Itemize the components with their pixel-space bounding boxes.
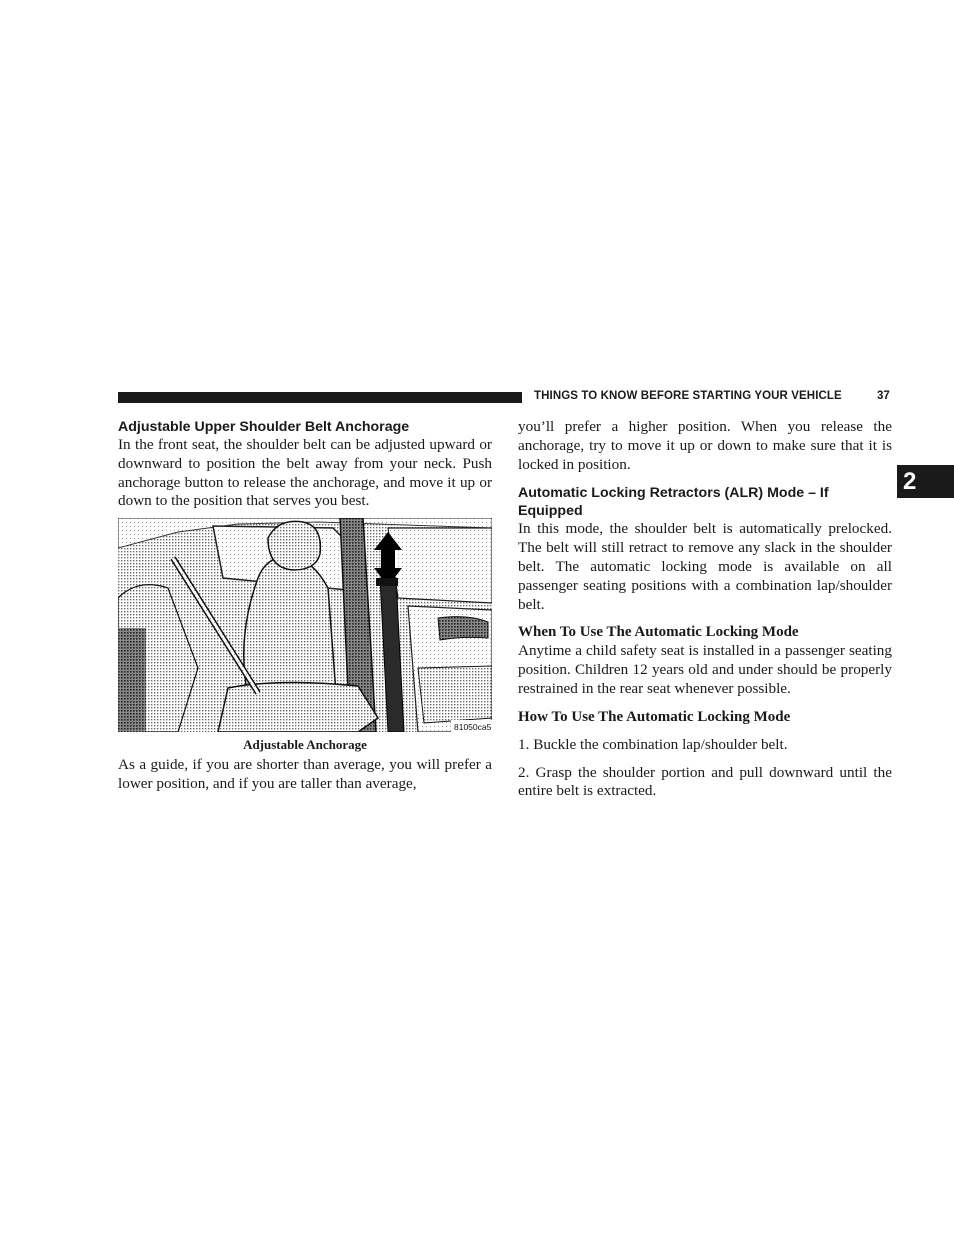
figure-adjustable-anchorage [118,518,492,732]
right-column [518,418,892,801]
page-number: 37 [877,390,890,402]
paragraph-anchorage-guide: As a guide, if you are shorter than average, you will prefer a lower position, and if you are taller than average, [118,756,492,792]
figure-caption: Adjustable Anchorage [243,737,367,753]
paragraph-anchorage-continued: you’ll prefer a higher position. When you release the anchorage, try to move it up or down to make sure that it is locked in position. [518,418,892,473]
seat-illustration [118,518,492,732]
step-1: 1. Buckle the combination lap/shoulder belt. [518,735,788,753]
paragraph-when-to-use: Anytime a child safety seat is installed in a passenger seating position. Children 12 years old and under should be properly restrained in the rear seat whenever possible. [518,642,892,697]
step-2: 2. Grasp the shoulder portion and pull downward until the entire belt is extracted. [518,763,892,800]
section-heading-adjustable-anchorage: Adjustable Upper Shoulder Belt Anchorage [118,419,410,435]
paragraph-anchorage-intro: In the front seat, the shoulder belt can be adjusted upward or downward to position the belt away from your neck. Push anchorage button to release the anchorage, and move it up or down to the position that serves you best. [118,436,492,510]
section-heading-alr-mode: Automatic Locking Retractors (ALR) Mode – If Equipped [518,485,829,520]
subheading-when-to-use: When To Use The Automatic Locking Mode [518,624,799,641]
paragraph-alr-description: In this mode, the shoulder belt is automatically prelocked. The belt will still retract to remove any slack in the shoulder belt. The automatic locking mode is available on all passenger seating positions with a combination lap/shoulder belt. [518,520,892,613]
left-column [118,418,492,794]
running-header-title: THINGS TO KNOW BEFORE STARTING YOUR VEHICLE [534,390,842,402]
subheading-how-to-use: How To Use The Automatic Locking Mode [518,708,791,725]
chapter-tab: 2 [897,465,954,498]
figure-code: 81050ca5 [454,722,492,733]
header-rule [118,392,522,403]
